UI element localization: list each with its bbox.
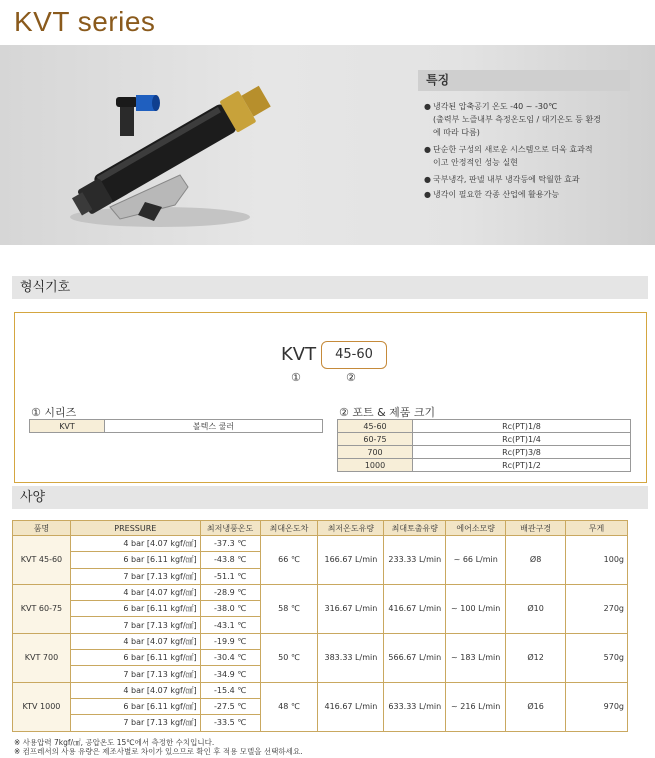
table-row: 7 bar [7.13 kgf/㎠] -51.1 ℃ xyxy=(13,568,628,584)
table-row: 700 Rc(PT)3/8 xyxy=(338,446,631,459)
table-row: KVT 45-60 4 bar [4.07 kgf/㎠] -37.3 ℃ 66 ℃ 166.67 L/min 233.33 L/min ~ 66 L/min Ø8 100g xyxy=(13,536,628,552)
table-row: KTV 1000 4 bar [4.07 kgf/㎠] -15.4 ℃ 48 ℃ 416.67 L/min 633.33 L/min ~ 216 L/min Ø16 970g xyxy=(13,682,628,698)
features-heading: 특징 xyxy=(418,70,630,91)
table-row: 6 bar [6.11 kgf/㎠] -30.4 ℃ xyxy=(13,650,628,666)
model-code-box xyxy=(14,312,647,483)
port-label: ② 포트 & 제품 크기 xyxy=(339,406,436,419)
table-row: 7 bar [7.13 kgf/㎠] -43.1 ℃ xyxy=(13,617,628,633)
model-prefix: KVT xyxy=(281,344,317,365)
marker-1: ① xyxy=(291,371,301,384)
table-row: 1000 Rc(PT)1/2 xyxy=(338,459,631,472)
table-row: 6 bar [6.11 kgf/㎠] -27.5 ℃ xyxy=(13,698,628,714)
series-table xyxy=(29,419,323,433)
feature-item: ● 국부냉각, 판넬 내부 냉각등에 탁월한 효과 xyxy=(424,175,580,184)
feature-item: ● 냉각된 압축공기 온도 -40 ~ -30℃ (출력부 노즐내부 측정온도임 / 대기온도 등 환경 에 따라 다름) xyxy=(424,102,601,137)
table-row: KVT 700 4 bar [4.07 kgf/㎠] -19.9 ℃ 50 ℃ 383.33 L/min 566.67 L/min ~ 183 L/min Ø12 570g xyxy=(13,633,628,649)
feature-item: ● 단순한 구성의 새로운 시스템으로 더욱 효과적 이고 안정적인 성능 실현 xyxy=(424,145,593,167)
table-row: 7 bar [7.13 kgf/㎠] -34.9 ℃ xyxy=(13,666,628,682)
product-banner xyxy=(0,45,655,245)
spec-heading: 사양 xyxy=(12,486,648,509)
table-row: 6 bar [6.11 kgf/㎠] -43.8 ℃ xyxy=(13,552,628,568)
table-header-row: 품명 PRESSURE 최저냉풍온도 최대온도차 최저온도유량 최대토출유량 에어소모량 배관구경 무게 xyxy=(13,521,628,536)
model-code-heading: 형식기호 xyxy=(12,276,648,299)
series-label: ① 시리즈 xyxy=(31,406,77,419)
port-table xyxy=(337,419,631,472)
table-row: 6 bar [6.11 kgf/㎠] -38.0 ℃ xyxy=(13,601,628,617)
table-row: 60-75 Rc(PT)1/4 xyxy=(338,433,631,446)
table-row: 7 bar [7.13 kgf/㎠] -33.5 ℃ xyxy=(13,715,628,731)
vortex-cooler-image xyxy=(50,57,290,237)
model-code: 45-60 xyxy=(321,341,387,369)
marker-2: ② xyxy=(346,371,356,384)
page-title: KVT series xyxy=(14,6,156,37)
table-row: 45-60 Rc(PT)1/8 xyxy=(338,420,631,433)
feature-item: ● 냉각이 필요한 각종 산업에 활용가능 xyxy=(424,190,560,199)
table-row: KVT 볼텍스 쿨러 xyxy=(30,420,323,433)
footnote: ※ 사용압력 7kgf/㎠, 공압온도 15℃에서 측정한 수치입니다. xyxy=(14,738,215,747)
footnote: ※ 컴프레서의 사용 유량은 제조사별로 차이가 있으므로 확인 후 적용 모델을 선택하세요. xyxy=(14,747,303,756)
spec-table xyxy=(12,520,628,732)
features-list xyxy=(424,100,649,201)
table-row: KVT 60-75 4 bar [4.07 kgf/㎠] -28.9 ℃ 58 ℃ 316.67 L/min 416.67 L/min ~ 100 L/min Ø10 270g xyxy=(13,584,628,600)
